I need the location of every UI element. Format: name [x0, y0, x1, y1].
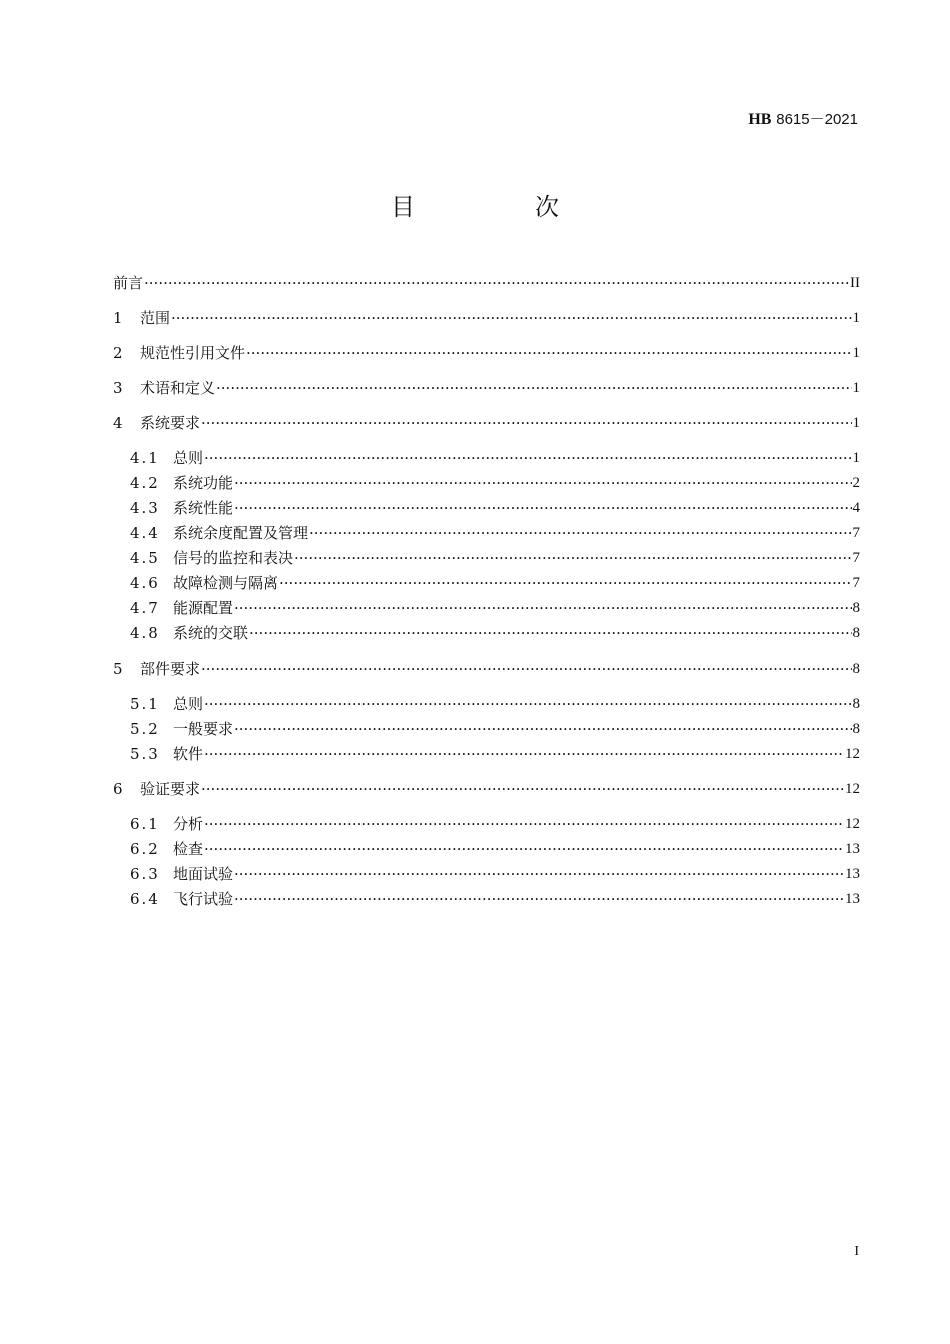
toc-entry[interactable]: [130, 693, 860, 715]
toc-entry[interactable]: [113, 658, 860, 680]
toc-entry[interactable]: [130, 743, 860, 765]
toc-entry-number: 6.3: [130, 865, 160, 883]
toc-entry-number: 4.8: [130, 624, 160, 642]
toc-entry-page: 12: [845, 816, 860, 832]
toc-entry-label: 验证要求: [140, 780, 201, 798]
toc-entry-page: 4: [852, 500, 860, 516]
toc-entry-number: 5: [113, 660, 125, 678]
toc-entry-label: 前言: [113, 274, 144, 292]
toc-dot-leader: [171, 307, 851, 329]
toc-entry-label: 能源配置: [173, 599, 234, 617]
toc-dot-leader: [201, 658, 851, 680]
toc-entry-page: II: [850, 275, 860, 291]
toc-entry[interactable]: [130, 497, 860, 519]
toc-entry-page: 13: [845, 891, 860, 907]
toc-entry-number: 4.3: [130, 499, 160, 517]
toc-entry-number: 4.6: [130, 574, 160, 592]
toc-dot-leader: [201, 412, 851, 434]
toc-entry-page: 8: [852, 661, 860, 677]
toc-entry[interactable]: [130, 522, 860, 544]
toc-entry-number: 4.1: [130, 449, 160, 467]
toc-entry[interactable]: [113, 412, 860, 434]
toc-entry-page: 8: [852, 600, 860, 616]
toc-dot-leader: [234, 597, 851, 619]
toc-entry-label: 飞行试验: [173, 890, 234, 908]
toc-dot-leader: [279, 572, 851, 594]
toc-entry-label: 分析: [173, 815, 204, 833]
toc-entry-number: 4.4: [130, 524, 160, 542]
toc-entry-label: 系统的交联: [173, 624, 249, 642]
toc-entry-page: 7: [852, 525, 860, 541]
toc-entry[interactable]: [113, 377, 860, 399]
toc-entry-page: 1: [852, 415, 860, 431]
page-number: I: [854, 1244, 859, 1259]
toc-dot-leader: [144, 272, 849, 294]
toc-entry-number: 6.4: [130, 890, 160, 908]
toc-dot-leader: [249, 622, 851, 644]
toc-entry-label: 系统要求: [140, 414, 201, 432]
toc-dot-leader: [234, 497, 851, 519]
toc-entry[interactable]: [130, 472, 860, 494]
toc-entry-page: 8: [852, 721, 860, 737]
toc-entry[interactable]: [113, 307, 860, 329]
toc-entry-label: 系统性能: [173, 499, 234, 517]
toc-title: 目 次: [391, 193, 607, 221]
toc-entry[interactable]: [130, 888, 860, 910]
toc-dot-leader: [234, 718, 851, 740]
toc-dot-leader: [216, 377, 851, 399]
toc-entry[interactable]: [130, 863, 860, 885]
toc-entry-label: 术语和定义: [140, 379, 216, 397]
toc-entry[interactable]: [130, 447, 860, 469]
toc-entry-page: 1: [852, 345, 860, 361]
toc-entry-page: 8: [852, 696, 860, 712]
toc-entry[interactable]: [130, 813, 860, 835]
toc-entry-label: 检查: [173, 840, 204, 858]
toc-entry[interactable]: [130, 622, 860, 644]
toc-entry-number: 4: [113, 414, 125, 432]
toc-entry-page: 2: [852, 475, 860, 491]
toc-dot-leader: [204, 813, 844, 835]
document-code: [748, 109, 858, 130]
toc-entry-label: 一般要求: [173, 720, 234, 738]
toc-entry-label: 总则: [173, 695, 204, 713]
toc-entry-page: 12: [845, 746, 860, 762]
toc-entry-number: 6.2: [130, 840, 160, 858]
toc-entry[interactable]: [130, 838, 860, 860]
toc-entry-page: 13: [845, 841, 860, 857]
toc-entry-number: 1: [113, 309, 125, 327]
toc-entry-number: 6.1: [130, 815, 160, 833]
toc-entry-label: 系统功能: [173, 474, 234, 492]
toc-entry-label: 部件要求: [140, 660, 201, 678]
toc-dot-leader: [204, 743, 844, 765]
toc-entry-label: 地面试验: [173, 865, 234, 883]
toc-entry[interactable]: [130, 572, 860, 594]
toc-entry[interactable]: [130, 597, 860, 619]
toc-entry-label: 规范性引用文件: [140, 344, 246, 362]
toc-entry-page: 7: [852, 575, 860, 591]
toc-entry-page: 1: [852, 310, 860, 326]
toc-entry-number: 4.7: [130, 599, 160, 617]
toc-entry-page: 8: [852, 625, 860, 641]
toc-entry-number: 5.3: [130, 745, 160, 763]
toc-entry-number: 5.1: [130, 695, 160, 713]
toc-entry-label: 总则: [173, 449, 204, 467]
standard-number: 8615－2021: [776, 111, 858, 128]
toc-entry[interactable]: [130, 547, 860, 569]
toc-dot-leader: [234, 472, 851, 494]
toc-dot-leader: [309, 522, 851, 544]
toc-dot-leader: [204, 447, 851, 469]
toc-entry-label: 信号的监控和表决: [173, 549, 294, 567]
toc-entry-page: 7: [852, 550, 860, 566]
toc-entry-page: 12: [845, 781, 860, 797]
toc-dot-leader: [201, 778, 844, 800]
toc-dot-leader: [204, 838, 844, 860]
toc-entry-label: 故障检测与隔离: [173, 574, 279, 592]
toc-entry-number: 5.2: [130, 720, 160, 738]
toc-entry-number: 4.5: [130, 549, 160, 567]
toc-entry-page: 13: [845, 866, 860, 882]
toc-dot-leader: [204, 693, 851, 715]
toc-entry[interactable]: [113, 272, 860, 294]
toc-entry[interactable]: [113, 778, 860, 800]
toc-entry-number: 2: [113, 344, 125, 362]
toc-entry-page: 1: [852, 380, 860, 396]
toc-dot-leader: [246, 342, 851, 364]
toc-entry[interactable]: [130, 718, 860, 740]
toc-dot-leader: [234, 888, 844, 910]
standard-prefix: HB: [748, 111, 772, 128]
toc-entry-number: 4.2: [130, 474, 160, 492]
toc-entry-page: 1: [852, 450, 860, 466]
toc-entry-number: 6: [113, 780, 125, 798]
toc-entry-label: 系统余度配置及管理: [173, 524, 309, 542]
toc-dot-leader: [294, 547, 851, 569]
toc-entry[interactable]: [113, 342, 860, 364]
toc-entry-number: 3: [113, 379, 125, 397]
toc-entry-label: 软件: [173, 745, 204, 763]
toc-dot-leader: [234, 863, 844, 885]
toc-entry-label: 范围: [140, 309, 171, 327]
